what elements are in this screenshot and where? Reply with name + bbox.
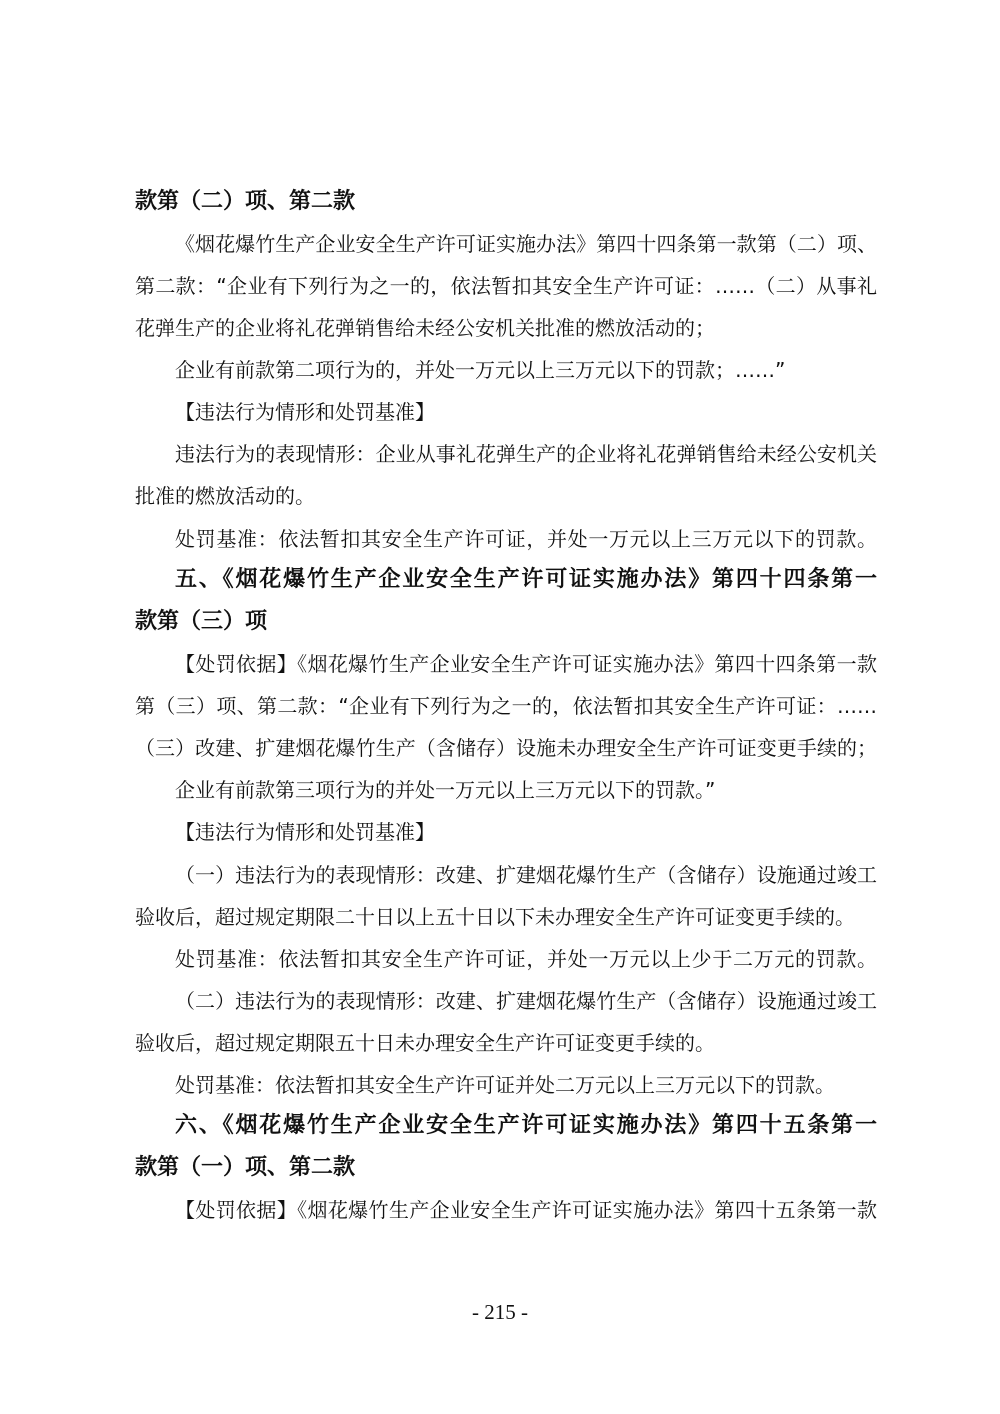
section-heading-six: 六、《烟花爆竹生产企业安全生产许可证实施办法》第四十五条第一 xyxy=(175,1112,877,1138)
body-line: 第二款：“企业有下列行为之一的，依法暂扣其安全生产许可证：……（二）从事礼 xyxy=(135,274,877,298)
body-line: 《烟花爆竹生产企业安全生产许可证实施办法》第四十四条第一款第（二）项、 xyxy=(175,232,877,256)
penalty-standard-line: 处罚基准：依法暂扣其安全生产许可证，并处一万元以上少于二万元的罚款。 xyxy=(175,947,877,971)
section-heading-continuation: 款第（二）项、第二款 xyxy=(135,188,356,214)
subheading-violation-criteria: 【违法行为情形和处罚基准】 xyxy=(175,400,435,424)
penalty-standard-line: 处罚基准：依法暂扣其安全生产许可证，并处一万元以上三万元以下的罚款。 xyxy=(175,527,877,551)
body-line: （二）违法行为的表现情形：改建、扩建烟花爆竹生产（含储存）设施通过竣工 xyxy=(175,989,877,1013)
body-line: 第（三）项、第二款：“企业有下列行为之一的，依法暂扣其安全生产许可证：…… xyxy=(135,694,877,718)
body-line: （一）违法行为的表现情形：改建、扩建烟花爆竹生产（含储存）设施通过竣工 xyxy=(175,863,877,887)
body-line: 企业有前款第二项行为的，并处一万元以上三万元以下的罚款；……” xyxy=(175,358,786,382)
body-line: 验收后，超过规定期限二十日以上五十日以下未办理安全生产许可证变更手续的。 xyxy=(135,905,855,929)
section-heading-six-continuation: 款第（一）项、第二款 xyxy=(135,1154,356,1180)
section-heading-five-continuation: 款第（三）项 xyxy=(135,608,268,634)
body-line: 违法行为的表现情形：企业从事礼花弹生产的企业将礼花弹销售给未经公安机关 xyxy=(175,442,877,466)
subheading-violation-criteria: 【违法行为情形和处罚基准】 xyxy=(175,820,435,844)
body-line: （三）改建、扩建烟花爆竹生产（含储存）设施未办理安全生产许可证变更手续的； xyxy=(135,736,877,760)
section-heading-five: 五、《烟花爆竹生产企业安全生产许可证实施办法》第四十四条第一 xyxy=(175,566,877,592)
body-line: 花弹生产的企业将礼花弹销售给未经公安机关批准的燃放活动的； xyxy=(135,316,715,340)
penalty-basis-line: 【处罚依据】《烟花爆竹生产企业安全生产许可证实施办法》第四十四条第一款 xyxy=(175,652,877,676)
body-line: 批准的燃放活动的。 xyxy=(135,484,315,508)
penalty-basis-line: 【处罚依据】《烟花爆竹生产企业安全生产许可证实施办法》第四十五条第一款 xyxy=(175,1198,877,1222)
page-number: - 215 - xyxy=(472,1300,528,1324)
penalty-standard-line: 处罚基准：依法暂扣其安全生产许可证并处二万元以上三万元以下的罚款。 xyxy=(175,1073,835,1097)
body-line: 企业有前款第三项行为的并处一万元以上三万元以下的罚款。” xyxy=(175,778,716,802)
body-line: 验收后，超过规定期限五十日未办理安全生产许可证变更手续的。 xyxy=(135,1031,715,1055)
